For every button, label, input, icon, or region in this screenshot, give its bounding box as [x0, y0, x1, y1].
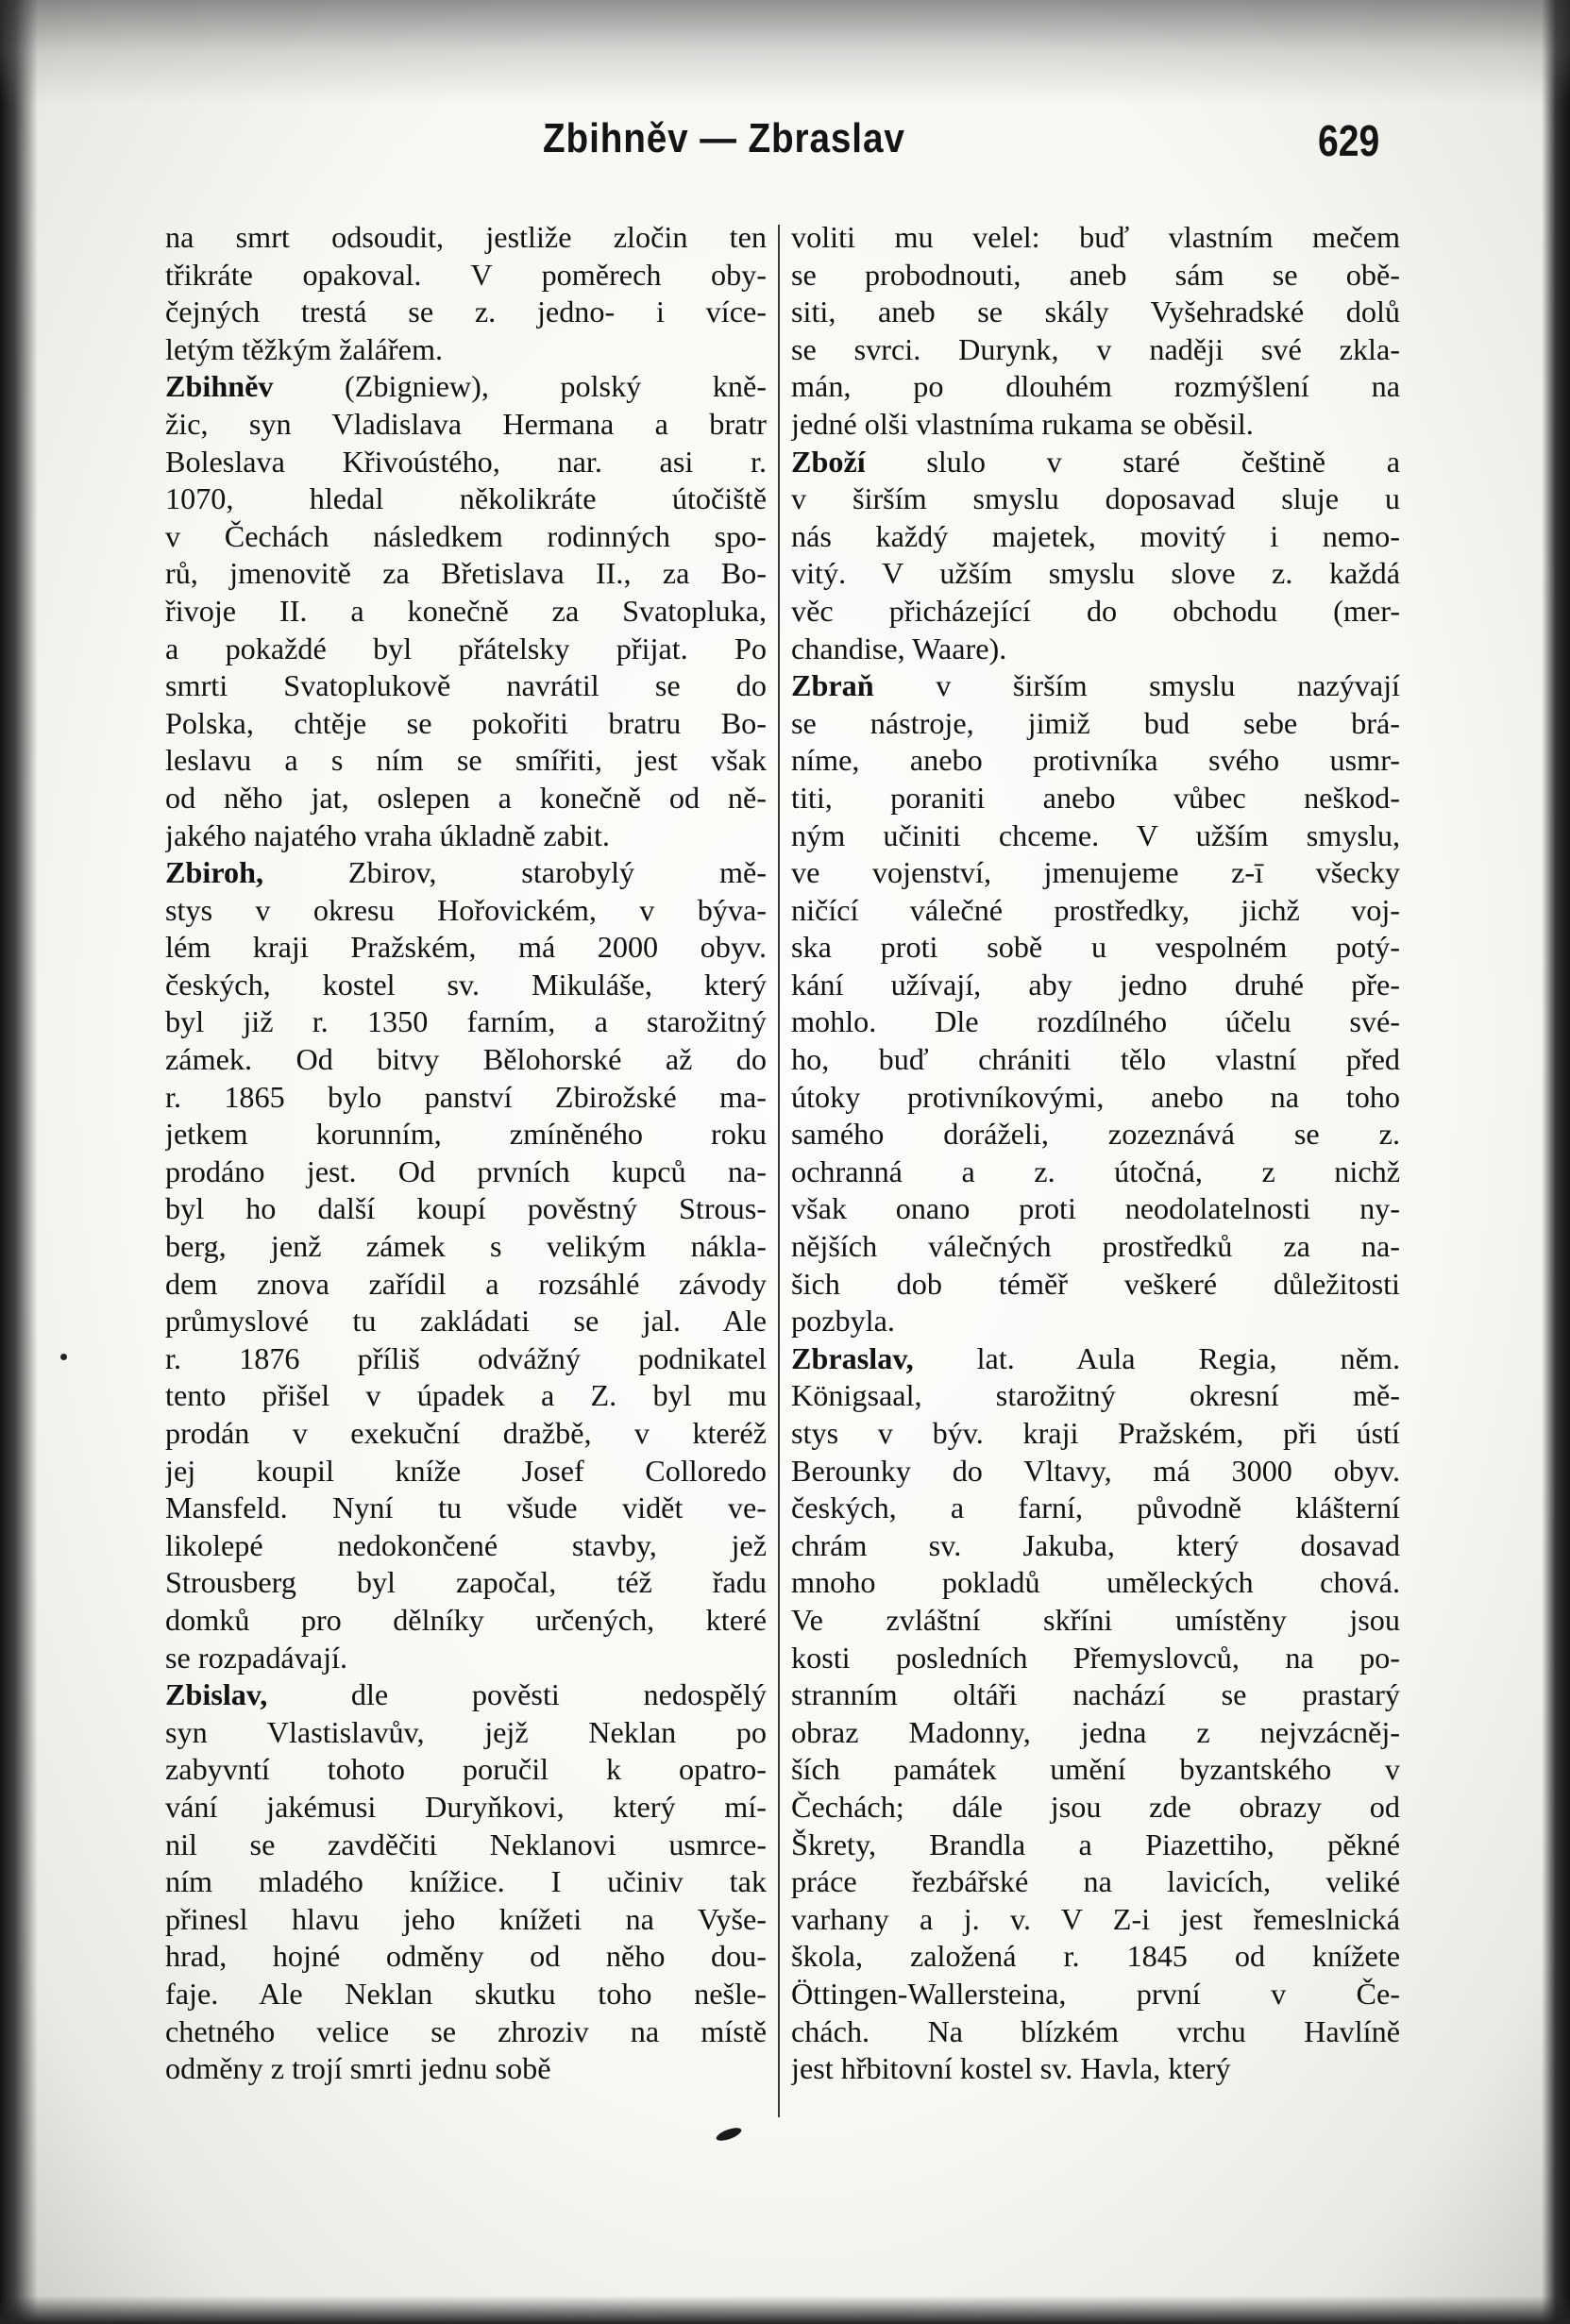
running-head-title: Zbihněv — Zbraslav — [543, 115, 905, 161]
left-column-line: jakého najatého vraha úkladně zabit. — [165, 817, 610, 852]
left-column-line: řivoje II. a konečně za Svatopluka, — [165, 593, 767, 628]
right-column-line: chandise, Waare). — [791, 631, 1007, 665]
left-column-line: stys v okresu Hořovickém, v býva- — [165, 892, 767, 927]
left-column-line: jej koupil kníže Josef Colloredo — [165, 1453, 767, 1488]
right-column-line: Zbraslav, lat. Aula Regia, něm. — [791, 1340, 1400, 1375]
right-column-line: níme, anebo protivníka svého usmr- — [791, 743, 1400, 778]
right-column-line: nás každý majetek, movitý i nemo- — [791, 518, 1400, 553]
left-column-line: od něho jat, oslepen a konečně od ně- — [165, 780, 767, 815]
left-column-line: letým těžkým žalářem. — [165, 331, 444, 366]
right-column-line: Ve zvláštní skříni umístěny jsou — [791, 1602, 1400, 1637]
margin-speck — [60, 1354, 67, 1360]
right-column-line: Zbraň v širším smyslu nazývají — [791, 668, 1400, 703]
left-column-line: čejných trestá se z. jedno- i více- — [165, 295, 767, 329]
left-column-line: lém kraji Pražském, má 2000 obyv. — [165, 930, 767, 965]
left-column-line: berg, jenž zámek s velikým nákla- — [165, 1229, 767, 1264]
page-edge-shadow-left — [0, 0, 38, 2324]
right-column-line: se nástroje, jimiž bud sebe brá- — [791, 705, 1400, 740]
right-column-line: ničící válečné prostředky, jichž voj- — [791, 892, 1400, 927]
page-number: 629 — [1318, 116, 1380, 165]
left-column-line: chetného velice se zhroziv na místě — [165, 2013, 767, 2048]
right-column-line: Königsaal, starožitný okresní mě- — [791, 1378, 1400, 1413]
left-column-line: r. 1865 bylo panství Zbirožské ma- — [165, 1079, 767, 1114]
right-column-line: šich dob téměř veškeré důležitosti — [791, 1266, 1400, 1301]
right-column-line: ve vojenství, jmenujeme z-ī všecky — [791, 855, 1400, 890]
left-column-line: Zbiroh, Zbirov, starobylý mě- — [165, 855, 767, 890]
right-column-line: titi, poraniti anebo vůbec neškod- — [791, 780, 1400, 815]
left-column-line: přinesl hlavu jeho knížeti na Vyše- — [165, 1901, 767, 1936]
right-column-line: ska proti sobě u vespolném potý- — [791, 930, 1400, 965]
left-column-line: v Čechách následkem rodinných spo- — [165, 518, 767, 553]
right-column-line: českých, a farní, původně klášterní — [791, 1490, 1400, 1525]
left-column-line: Zbislav, dle pověsti nedospělý — [165, 1677, 767, 1712]
right-column-line: obraz Madonny, jedna z nejvzácněj- — [791, 1714, 1400, 1749]
left-column-line: domků pro dělníky určených, které — [165, 1602, 767, 1637]
left-column-line: a pokaždé byl přátelsky přijat. Po — [165, 631, 767, 665]
right-column-line: věc přicházející do obchodu (mer- — [791, 593, 1400, 628]
right-column-line: škola, založená r. 1845 od knížete — [791, 1939, 1400, 1974]
right-column-line: ho, buď chrániti tělo vlastní před — [791, 1042, 1400, 1077]
left-column-line: Strousberg byl započal, též řadu — [165, 1565, 767, 1600]
left-column-line: 1070, hledal několikráte útočiště — [165, 481, 767, 516]
left-column-line: syn Vlastislavův, jejž Neklan po — [165, 1714, 767, 1749]
left-column-line: r. 1876 příliš odvážný podnikatel — [165, 1340, 767, 1375]
left-column-line: žic, syn Vladislava Hermana a bratr — [165, 406, 767, 441]
right-column-line: chrám sv. Jakuba, který dosavad — [791, 1527, 1400, 1562]
left-column-line: likolepé nedokončené stavby, jež — [165, 1527, 767, 1562]
right-column-line: samého doráželi, zozeznává se z. — [791, 1117, 1400, 1152]
left-column-line: na smrt odsoudit, jestliže zločin ten — [165, 220, 767, 254]
right-column-line: vitý. V užším smyslu slove z. každá — [791, 556, 1400, 591]
running-head — [0, 115, 1570, 172]
right-column-line: chách. Na blízkém vrchu Havlíně — [791, 2013, 1400, 2048]
right-column-line: pozbyla. — [791, 1304, 895, 1339]
right-column-line: jedné olši vlastníma rukama se oběsil. — [791, 406, 1254, 441]
left-column-line: leslavu a s ním se smířiti, jest však — [165, 743, 767, 778]
left-column-line: jetkem korunním, zmíněného roku — [165, 1117, 767, 1152]
left-column-line: Zbihněv (Zbigniew), polský kně- — [165, 369, 767, 404]
left-column-line: byl ho další koupí pověstný Strous- — [165, 1191, 767, 1226]
right-column-line: se svrci. Durynk, v naději své zkla- — [791, 331, 1400, 366]
right-column-line: Zboží slulo v staré češtině a — [791, 444, 1400, 479]
left-column-line: zabyvntí tohoto poručil k opatro- — [165, 1752, 767, 1787]
right-column-line: Berounky do Vltavy, má 3000 obyv. — [791, 1453, 1400, 1488]
left-column-line: Boleslava Křivoústého, nar. asi r. — [165, 444, 767, 479]
left-column-line: hrad, hojné odměny od něho dou- — [165, 1939, 767, 1974]
right-column-line: útoky protivníkovými, anebo na toho — [791, 1079, 1400, 1114]
left-column-line: odměny z trojí smrti jednu sobě — [165, 2051, 551, 2086]
right-column-line: nějších válečných prostředků za na- — [791, 1229, 1400, 1264]
right-column-line: ších památek umění byzantského v — [791, 1752, 1400, 1787]
right-column-line: Öttingen-Wallersteina, první v Če- — [791, 1976, 1400, 2011]
page-edge-shadow-right — [1542, 0, 1570, 2324]
right-column-line: stys v býv. kraji Pražském, při ústí — [791, 1416, 1400, 1450]
left-column-line: tento přišel v úpadek a Z. byl mu — [165, 1378, 767, 1413]
left-column-line: vání jakémusi Duryňkovi, který mí- — [165, 1789, 767, 1824]
left-column-line: se rozpadávají. — [165, 1640, 348, 1675]
right-column-line: jest hřbitovní kostel sv. Havla, který — [791, 2051, 1231, 2086]
right-column-line: práce řezbářské na lavicích, veliké — [791, 1864, 1400, 1899]
left-column-line: prodán v exekuční dražbě, v kteréž — [165, 1416, 767, 1450]
right-column-line: Čechách; dále jsou zde obrazy od — [791, 1789, 1400, 1824]
right-column-line: kosti posledních Přemyslovců, na po- — [791, 1640, 1400, 1675]
right-column-line: se probodnouti, aneb sám se obě- — [791, 257, 1400, 292]
right-column — [791, 219, 1400, 2088]
left-column-line: českých, kostel sv. Mikuláše, který — [165, 967, 767, 1002]
right-column-line: Škrety, Brandla a Piazettiho, pěkné — [791, 1827, 1400, 1861]
right-column-line: ochranná a z. útočná, z nichž — [791, 1154, 1400, 1188]
ink-smudge — [715, 2126, 743, 2144]
left-column-line: Polska, chtěje se pokořiti bratru Bo- — [165, 705, 767, 740]
right-column-line: mán, po dlouhém rozmýšlení na — [791, 369, 1400, 404]
left-column-line: smrti Svatoplukově navrátil se do — [165, 668, 767, 703]
left-column-line: dem znova zařídil a rozsáhlé závody — [165, 1266, 767, 1301]
column-divider — [778, 225, 780, 2117]
left-column-line: průmyslové tu zakládati se jal. Ale — [165, 1304, 767, 1339]
right-column-line: však onano proti neodolatelnosti ny- — [791, 1191, 1400, 1226]
right-column-line: v širším smyslu doposavad sluje u — [791, 481, 1400, 516]
left-column — [165, 219, 767, 2088]
right-column-line: mnoho pokladů uměleckých chová. — [791, 1565, 1400, 1600]
right-column-line: stranním oltáři nachází se prastarý — [791, 1677, 1400, 1712]
right-column-line: varhany a j. v. V Z-i jest řemeslnická — [791, 1901, 1400, 1936]
left-column-line: byl již r. 1350 farním, a starožitný — [165, 1004, 767, 1039]
right-column-line: siti, aneb se skály Vyšehradské dolů — [791, 295, 1400, 329]
left-column-line: faje. Ale Neklan skutku toho nešle- — [165, 1976, 767, 2011]
page-edge-shadow-top — [0, 0, 1570, 104]
right-column-line: ným učiniti chceme. V užším smyslu, — [791, 817, 1400, 852]
left-column-line: nil se zavděčiti Neklanovi usmrce- — [165, 1827, 767, 1861]
left-column-line: rů, jmenovitě za Břetislava II., za Bo- — [165, 556, 767, 591]
left-column-line: třikráte opakoval. V poměrech oby- — [165, 257, 767, 292]
left-column-line: prodáno jest. Od prvních kupců na- — [165, 1154, 767, 1188]
page-edge-shadow-bottom — [0, 2296, 1570, 2324]
left-column-line: zámek. Od bitvy Bělohorské až do — [165, 1042, 767, 1077]
left-column-line: Mansfeld. Nyní tu všude vidět ve- — [165, 1490, 767, 1525]
right-column-line: voliti mu velel: buď vlastním mečem — [791, 220, 1400, 254]
right-column-line: mohlo. Dle rozdílného účelu své- — [791, 1004, 1400, 1039]
left-column-line: ním mladého knížice. I učiniv tak — [165, 1864, 767, 1899]
right-column-line: kání užívají, aby jedno druhé pře- — [791, 967, 1400, 1002]
